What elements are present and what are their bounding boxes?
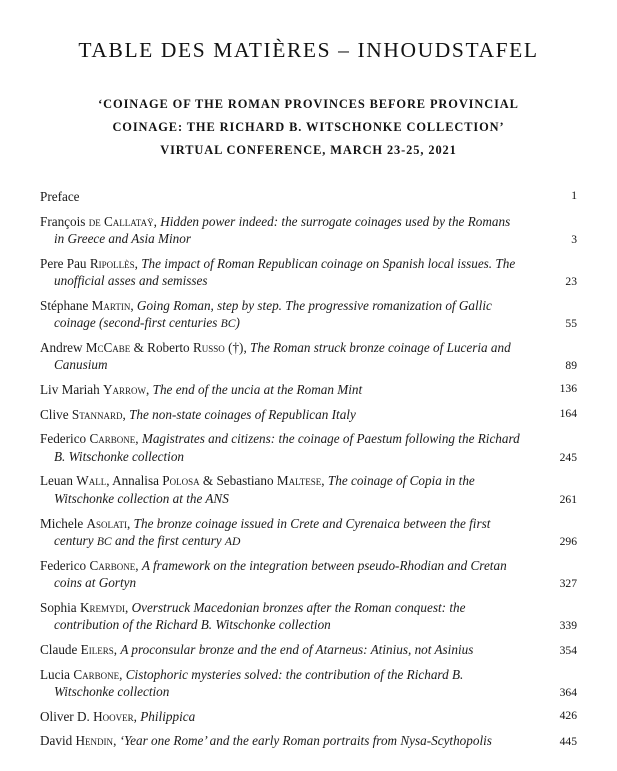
- table-of-contents: [40, 188, 577, 750]
- toc-entry[interactable]: [40, 381, 577, 398]
- toc-entry[interactable]: [40, 188, 577, 205]
- toc-entry-page-number: 261: [559, 492, 577, 506]
- toc-entry-page-number: 354: [559, 643, 577, 657]
- toc-entry-title: Liv Mariah Yarrow, The end of the uncia at the Roman Mint: [40, 381, 363, 397]
- subtitle-line-2: COINAGE: THE RICHARD B. WITSCHONKE COLLECTION’: [112, 119, 505, 134]
- toc-entry[interactable]: [40, 297, 577, 332]
- toc-entry[interactable]: [40, 406, 577, 423]
- toc-entry[interactable]: [40, 472, 577, 507]
- toc-entry-page-number: 364: [559, 685, 577, 699]
- toc-entry-title: David Hendin, ‘Year one Rome’ and the early Roman portraits from Nysa-Scythopolis: [40, 733, 492, 749]
- toc-entry-page-number: 245: [559, 450, 577, 464]
- toc-entry-page-number: 339: [559, 619, 577, 633]
- toc-entry-page-number: 136: [559, 381, 577, 395]
- conference-subtitle: [40, 93, 577, 162]
- toc-entry-page-number: 426: [559, 708, 577, 722]
- toc-entry-page-number: 164: [559, 406, 577, 420]
- toc-entry-page-number: 327: [559, 576, 577, 590]
- toc-entry-title: Preface: [40, 188, 80, 204]
- toc-entry[interactable]: [40, 599, 577, 634]
- toc-entry-page-number: 55: [565, 317, 577, 331]
- toc-entry-title: Stéphane Martin, Going Roman, step by step. The progressive romanization of Gallic coinage (second-first centuries BC): [40, 297, 492, 330]
- toc-entry[interactable]: [40, 708, 577, 725]
- toc-entry[interactable]: [40, 641, 577, 658]
- toc-entry[interactable]: [40, 430, 577, 465]
- toc-entry[interactable]: [40, 515, 577, 550]
- toc-entry-title: Leuan Wall, Annalisa Polosa & Sebastiano Maltese, The coinage of Copia in the Witschonke collection at the ANS: [40, 473, 475, 506]
- toc-entry-title: Clive Stannard, The non-state coinages of Republican Italy: [40, 406, 356, 422]
- toc-entry-title: Lucia Carbone, Cistophoric mysteries solved: the contribution of the Richard B. Witschonke collection: [40, 666, 464, 699]
- toc-entry-page-number: 3: [571, 232, 577, 246]
- toc-entry-title: Federico Carbone, A framework on the integration between pseudo-Rhodian and Cretan coins at Gortyn: [40, 557, 507, 590]
- toc-entry-title: François de Callataÿ, Hidden power indeed: the surrogate coinages used by the Romans in Greece and Asia Minor: [40, 213, 511, 246]
- subtitle-line-1: ‘COINAGE OF THE ROMAN PROVINCES BEFORE PROVINCIAL: [98, 97, 519, 111]
- toc-entry-page-number: 1: [571, 188, 577, 202]
- toc-entry-title: Andrew McCabe & Roberto Russo (†), The Roman struck bronze coinage of Luceria and Canusium: [40, 339, 511, 373]
- subtitle-line-3: VIRTUAL CONFERENCE, MARCH 23-25, 2021: [160, 142, 457, 157]
- toc-entry-page-number: 445: [559, 735, 577, 749]
- toc-entry-page-number: 23: [565, 275, 577, 289]
- toc-entry[interactable]: [40, 557, 577, 592]
- toc-entry-page-number: 89: [565, 359, 577, 373]
- toc-entry[interactable]: [40, 732, 577, 749]
- toc-entry[interactable]: [40, 339, 577, 374]
- toc-entry-page-number: 296: [559, 534, 577, 548]
- page-title: TABLE DES MATIÈRES – INHOUDSTAFEL: [78, 38, 539, 62]
- toc-entry-title: Sophia Kremydi, Overstruck Macedonian bronzes after the Roman conquest: the contribution of the Richard B. Witschonke collection: [40, 599, 466, 632]
- toc-entry-title: Pere Pau Ripollès, The impact of Roman Republican coinage on Spanish local issues. The unofficial asses and semisses: [40, 255, 516, 288]
- toc-entry[interactable]: [40, 255, 577, 290]
- toc-entry[interactable]: [40, 213, 577, 248]
- toc-entry-title: Federico Carbone, Magistrates and citizens: the coinage of Paestum following the Richard B. Witschonke collection: [40, 431, 520, 464]
- toc-entry[interactable]: [40, 666, 577, 701]
- toc-entry-title: Michele Asolati, The bronze coinage issued in Crete and Cyrenaica between the first century BC and the first century AD: [40, 515, 491, 548]
- toc-entry-title: Oliver D. Hoover, Philippica: [40, 708, 196, 724]
- toc-entry-title: Claude Eilers, A proconsular bronze and the end of Atarneus: Atinius, not Asinius: [40, 641, 474, 657]
